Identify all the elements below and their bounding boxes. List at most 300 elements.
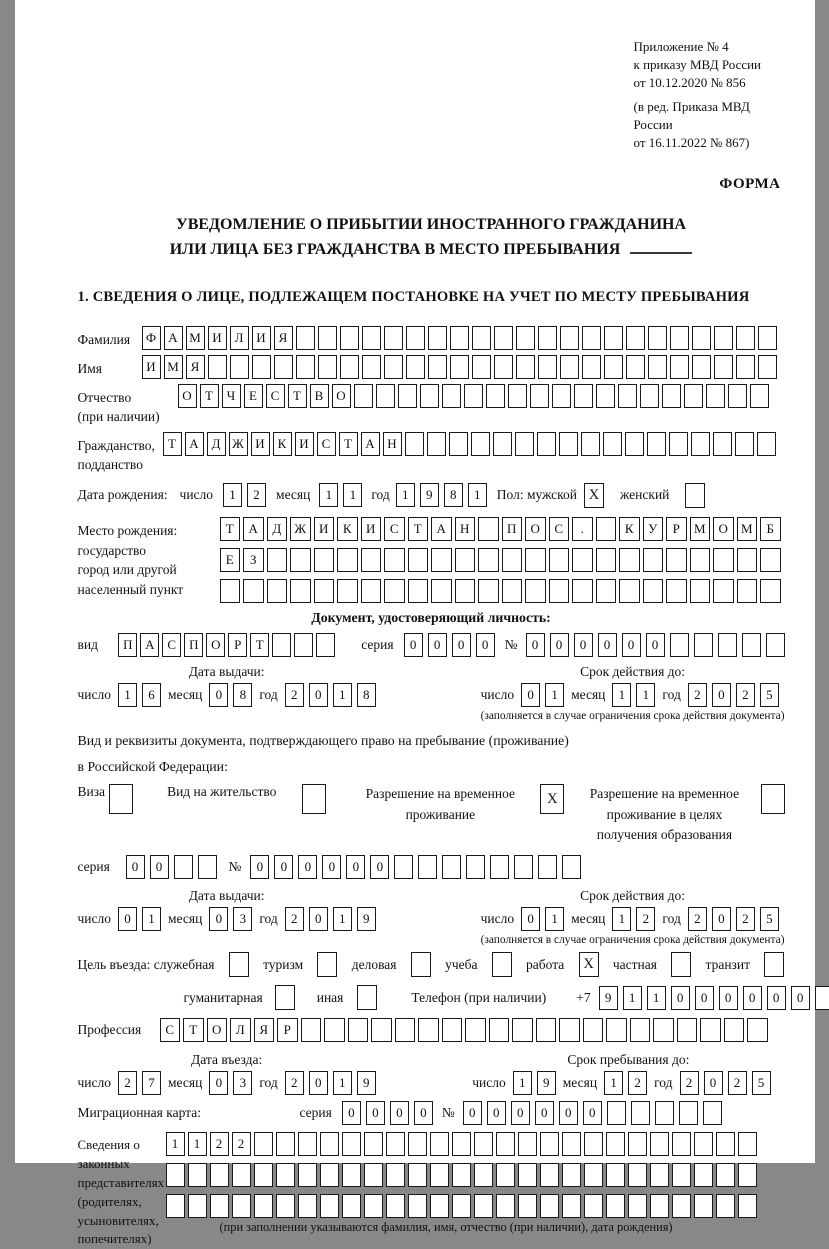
char-cell[interactable]: 2 [210,1132,229,1156]
char-cell[interactable]: 1 [118,683,137,707]
char-cell[interactable] [643,548,664,572]
char-cell[interactable] [603,432,622,456]
char-cell[interactable]: 1 [333,1071,352,1095]
char-cell[interactable]: 0 [209,1071,228,1095]
char-cell[interactable]: О [207,1018,228,1042]
char-cell[interactable]: 1 [166,1132,185,1156]
char-cell[interactable]: 0 [511,1101,530,1125]
char-cell[interactable] [455,548,476,572]
char-cell[interactable]: 1 [636,683,655,707]
char-cell[interactable]: 2 [736,683,755,707]
char-cell[interactable] [582,355,601,379]
char-cell[interactable] [220,579,241,603]
char-cell[interactable]: 0 [622,633,641,657]
char-cell[interactable] [364,1132,383,1156]
char-cell[interactable] [607,1101,626,1125]
char-cell[interactable]: Р [666,517,687,541]
char-cell[interactable] [714,355,733,379]
char-cell[interactable]: 0 [791,986,810,1010]
char-cell[interactable]: О [206,633,225,657]
char-cell[interactable]: 1 [333,683,352,707]
char-cell[interactable]: 0 [704,1071,723,1095]
char-cell[interactable] [324,1018,345,1042]
char-cell[interactable]: 0 [535,1101,554,1125]
char-cell[interactable]: Л [230,1018,251,1042]
char-cell[interactable]: 8 [233,683,252,707]
char-cell[interactable] [672,1132,691,1156]
char-cell[interactable] [320,1194,339,1218]
char-cell[interactable]: М [737,517,758,541]
char-cell[interactable]: 0 [526,633,545,657]
char-cell[interactable]: М [164,355,183,379]
char-cell[interactable] [640,384,659,408]
char-cell[interactable] [508,384,527,408]
char-cell[interactable]: 2 [688,907,707,931]
char-cell[interactable] [648,355,667,379]
char-cell[interactable] [653,1018,674,1042]
char-cell[interactable]: А [431,517,452,541]
char-cell[interactable] [562,1163,581,1187]
char-cell[interactable] [606,1018,627,1042]
char-cell[interactable]: О [525,517,546,541]
char-cell[interactable] [394,855,413,879]
char-cell[interactable] [628,1194,647,1218]
char-cell[interactable]: 0 [366,1101,385,1125]
char-cell[interactable] [742,633,761,657]
char-cell[interactable] [562,1132,581,1156]
char-cell[interactable] [298,1194,317,1218]
char-cell[interactable]: 8 [444,483,463,507]
char-cell[interactable]: 1 [545,907,564,931]
char-cell[interactable]: 0 [719,986,738,1010]
char-cell[interactable] [562,1194,581,1218]
char-cell[interactable]: 1 [188,1132,207,1156]
char-cell[interactable] [418,1018,439,1042]
char-cell[interactable] [386,1132,405,1156]
char-cell[interactable] [560,326,579,350]
char-cell[interactable]: 0 [583,1101,602,1125]
char-cell[interactable] [362,326,381,350]
char-cell[interactable] [420,384,439,408]
char-cell[interactable] [552,384,571,408]
char-cell[interactable] [540,1163,559,1187]
char-cell[interactable] [340,326,359,350]
char-cell[interactable]: У [643,517,664,541]
visa-checkbox[interactable] [109,784,133,814]
char-cell[interactable] [757,432,776,456]
char-cell[interactable] [455,579,476,603]
char-cell[interactable] [348,1018,369,1042]
char-cell[interactable] [525,579,546,603]
char-cell[interactable] [486,384,505,408]
char-cell[interactable]: В [310,384,329,408]
char-cell[interactable] [694,1132,713,1156]
char-cell[interactable] [371,1018,392,1042]
char-cell[interactable]: 9 [420,483,439,507]
char-cell[interactable] [714,326,733,350]
char-cell[interactable]: 5 [760,907,779,931]
char-cell[interactable] [706,384,725,408]
char-cell[interactable]: 0 [521,683,540,707]
char-cell[interactable] [728,384,747,408]
char-cell[interactable]: Е [244,384,263,408]
char-cell[interactable] [418,855,437,879]
char-cell[interactable] [408,1194,427,1218]
char-cell[interactable] [584,1194,603,1218]
char-cell[interactable]: 1 [223,483,242,507]
char-cell[interactable]: 2 [247,483,266,507]
char-cell[interactable]: 0 [476,633,495,657]
char-cell[interactable] [536,1018,557,1042]
char-cell[interactable] [758,355,777,379]
char-cell[interactable] [376,384,395,408]
char-cell[interactable] [716,1194,735,1218]
char-cell[interactable] [430,1194,449,1218]
char-cell[interactable] [478,517,499,541]
char-cell[interactable] [666,548,687,572]
char-cell[interactable] [452,1194,471,1218]
char-cell[interactable] [549,579,570,603]
char-cell[interactable] [596,579,617,603]
char-cell[interactable] [584,1132,603,1156]
char-cell[interactable] [474,1132,493,1156]
char-cell[interactable] [254,1194,273,1218]
char-cell[interactable] [354,384,373,408]
char-cell[interactable] [713,548,734,572]
char-cell[interactable]: 5 [752,1071,771,1095]
char-cell[interactable] [625,432,644,456]
char-cell[interactable] [406,355,425,379]
char-cell[interactable] [758,326,777,350]
char-cell[interactable] [703,1101,722,1125]
char-cell[interactable]: 0 [322,855,341,879]
char-cell[interactable]: 0 [118,907,137,931]
char-cell[interactable] [606,1163,625,1187]
char-cell[interactable] [738,1132,757,1156]
char-cell[interactable] [516,326,535,350]
char-cell[interactable] [538,326,557,350]
char-cell[interactable] [252,355,271,379]
char-cell[interactable]: Ж [229,432,248,456]
char-cell[interactable] [408,548,429,572]
char-cell[interactable]: 0 [126,855,145,879]
char-cell[interactable] [364,1194,383,1218]
char-cell[interactable] [760,579,781,603]
char-cell[interactable] [672,1194,691,1218]
purpose-study-checkbox[interactable] [492,952,512,977]
char-cell[interactable] [405,432,424,456]
char-cell[interactable] [647,432,666,456]
char-cell[interactable]: 0 [390,1101,409,1125]
char-cell[interactable] [738,1163,757,1187]
char-cell[interactable] [208,355,227,379]
char-cell[interactable] [267,579,288,603]
char-cell[interactable] [679,1101,698,1125]
char-cell[interactable]: 0 [521,907,540,931]
char-cell[interactable]: 9 [357,907,376,931]
char-cell[interactable]: 0 [671,986,690,1010]
char-cell[interactable] [398,384,417,408]
char-cell[interactable]: А [164,326,183,350]
char-cell[interactable] [512,1018,533,1042]
char-cell[interactable] [316,633,335,657]
char-cell[interactable] [690,548,711,572]
char-cell[interactable]: Т [408,517,429,541]
char-cell[interactable]: И [295,432,314,456]
char-cell[interactable] [472,326,491,350]
char-cell[interactable] [606,1194,625,1218]
char-cell[interactable] [582,326,601,350]
char-cell[interactable] [626,326,645,350]
char-cell[interactable] [386,1194,405,1218]
char-cell[interactable]: 9 [537,1071,556,1095]
char-cell[interactable] [408,579,429,603]
char-cell[interactable] [692,326,711,350]
char-cell[interactable]: К [337,517,358,541]
char-cell[interactable] [296,326,315,350]
char-cell[interactable] [496,1194,515,1218]
char-cell[interactable] [650,1194,669,1218]
char-cell[interactable] [490,855,509,879]
char-cell[interactable] [427,432,446,456]
char-cell[interactable]: Т [288,384,307,408]
char-cell[interactable] [314,548,335,572]
char-cell[interactable] [361,548,382,572]
char-cell[interactable] [364,1163,383,1187]
char-cell[interactable] [525,548,546,572]
char-cell[interactable]: 2 [628,1071,647,1095]
char-cell[interactable] [713,432,732,456]
char-cell[interactable] [318,355,337,379]
char-cell[interactable] [298,1163,317,1187]
char-cell[interactable]: 0 [298,855,317,879]
char-cell[interactable] [276,1132,295,1156]
char-cell[interactable]: 0 [274,855,293,879]
char-cell[interactable]: К [619,517,640,541]
char-cell[interactable] [737,548,758,572]
char-cell[interactable]: 2 [736,907,755,931]
char-cell[interactable]: 2 [285,907,304,931]
char-cell[interactable] [384,579,405,603]
char-cell[interactable]: 0 [574,633,593,657]
char-cell[interactable] [560,355,579,379]
char-cell[interactable] [395,1018,416,1042]
temp-permit-checkbox[interactable]: X [540,784,564,814]
char-cell[interactable] [232,1194,251,1218]
char-cell[interactable] [166,1194,185,1218]
char-cell[interactable]: 0 [309,1071,328,1095]
char-cell[interactable]: 1 [604,1071,623,1095]
char-cell[interactable]: 2 [285,683,304,707]
char-cell[interactable] [650,1132,669,1156]
temp-permit-edu-checkbox[interactable] [761,784,785,814]
char-cell[interactable] [559,432,578,456]
char-cell[interactable] [230,355,249,379]
char-cell[interactable] [384,326,403,350]
char-cell[interactable]: Я [274,326,293,350]
char-cell[interactable] [210,1163,229,1187]
char-cell[interactable] [516,355,535,379]
char-cell[interactable]: Т [183,1018,204,1042]
char-cell[interactable]: 0 [452,633,471,657]
char-cell[interactable] [502,579,523,603]
char-cell[interactable] [290,579,311,603]
char-cell[interactable] [515,432,534,456]
char-cell[interactable] [631,1101,650,1125]
char-cell[interactable]: П [118,633,137,657]
char-cell[interactable]: 0 [342,1101,361,1125]
char-cell[interactable] [677,1018,698,1042]
char-cell[interactable] [301,1018,322,1042]
char-cell[interactable] [494,355,513,379]
char-cell[interactable] [188,1194,207,1218]
char-cell[interactable] [342,1194,361,1218]
char-cell[interactable] [406,326,425,350]
char-cell[interactable]: 2 [285,1071,304,1095]
char-cell[interactable]: Д [267,517,288,541]
char-cell[interactable] [478,579,499,603]
char-cell[interactable] [666,579,687,603]
char-cell[interactable]: 0 [550,633,569,657]
char-cell[interactable]: Т [163,432,182,456]
char-cell[interactable] [648,326,667,350]
char-cell[interactable]: Н [383,432,402,456]
char-cell[interactable] [276,1163,295,1187]
char-cell[interactable] [572,579,593,603]
char-cell[interactable] [692,355,711,379]
char-cell[interactable]: 1 [319,483,338,507]
purpose-business-checkbox[interactable] [411,952,431,977]
char-cell[interactable] [584,1163,603,1187]
char-cell[interactable] [540,1194,559,1218]
char-cell[interactable]: 1 [396,483,415,507]
char-cell[interactable] [198,855,217,879]
char-cell[interactable]: И [314,517,335,541]
char-cell[interactable]: Д [207,432,226,456]
char-cell[interactable] [518,1163,537,1187]
char-cell[interactable] [815,986,829,1010]
char-cell[interactable] [670,355,689,379]
char-cell[interactable] [314,579,335,603]
char-cell[interactable] [604,326,623,350]
char-cell[interactable]: З [243,548,264,572]
char-cell[interactable] [518,1194,537,1218]
char-cell[interactable] [294,633,313,657]
char-cell[interactable]: 1 [647,986,666,1010]
purpose-official-checkbox[interactable] [229,952,249,977]
char-cell[interactable] [736,355,755,379]
char-cell[interactable]: 2 [728,1071,747,1095]
char-cell[interactable]: 0 [370,855,389,879]
char-cell[interactable]: 1 [468,483,487,507]
char-cell[interactable] [296,355,315,379]
char-cell[interactable]: Ч [222,384,241,408]
char-cell[interactable] [750,384,769,408]
char-cell[interactable]: 9 [599,986,618,1010]
char-cell[interactable] [700,1018,721,1042]
char-cell[interactable]: А [140,633,159,657]
sex-female-checkbox[interactable] [685,483,705,508]
char-cell[interactable] [496,1132,515,1156]
char-cell[interactable] [442,1018,463,1042]
char-cell[interactable] [643,579,664,603]
char-cell[interactable]: 2 [680,1071,699,1095]
char-cell[interactable]: 3 [233,1071,252,1095]
char-cell[interactable] [408,1163,427,1187]
char-cell[interactable]: 0 [767,986,786,1010]
char-cell[interactable]: Т [250,633,269,657]
char-cell[interactable]: Т [339,432,358,456]
char-cell[interactable] [276,1194,295,1218]
char-cell[interactable]: С [162,633,181,657]
char-cell[interactable]: С [384,517,405,541]
char-cell[interactable]: С [549,517,570,541]
char-cell[interactable] [494,326,513,350]
char-cell[interactable]: 1 [623,986,642,1010]
char-cell[interactable] [430,1163,449,1187]
char-cell[interactable]: Л [230,326,249,350]
purpose-transit-checkbox[interactable] [764,952,784,977]
char-cell[interactable] [530,384,549,408]
char-cell[interactable]: Т [220,517,241,541]
char-cell[interactable]: М [186,326,205,350]
char-cell[interactable]: 1 [612,907,631,931]
char-cell[interactable]: С [317,432,336,456]
char-cell[interactable] [408,1132,427,1156]
char-cell[interactable]: 1 [545,683,564,707]
char-cell[interactable]: Б [760,517,781,541]
sex-male-checkbox[interactable]: X [584,483,604,508]
char-cell[interactable] [430,1132,449,1156]
char-cell[interactable] [442,384,461,408]
char-cell[interactable] [431,579,452,603]
char-cell[interactable]: 0 [559,1101,578,1125]
char-cell[interactable]: 0 [463,1101,482,1125]
char-cell[interactable]: 2 [636,907,655,931]
char-cell[interactable]: Е [220,548,241,572]
char-cell[interactable] [384,355,403,379]
char-cell[interactable]: Я [186,355,205,379]
char-cell[interactable] [537,432,556,456]
char-cell[interactable]: 0 [712,907,731,931]
char-cell[interactable] [243,579,264,603]
char-cell[interactable] [232,1163,251,1187]
char-cell[interactable] [254,1132,273,1156]
char-cell[interactable] [596,517,617,541]
char-cell[interactable]: 1 [343,483,362,507]
char-cell[interactable] [619,548,640,572]
char-cell[interactable] [449,432,468,456]
char-cell[interactable]: А [243,517,264,541]
char-cell[interactable] [362,355,381,379]
residence-permit-checkbox[interactable] [302,784,326,814]
char-cell[interactable] [174,855,193,879]
char-cell[interactable]: О [332,384,351,408]
char-cell[interactable]: 8 [357,683,376,707]
char-cell[interactable] [298,1132,317,1156]
char-cell[interactable] [450,355,469,379]
char-cell[interactable] [340,355,359,379]
char-cell[interactable]: И [251,432,270,456]
char-cell[interactable]: 0 [598,633,617,657]
char-cell[interactable]: М [690,517,711,541]
char-cell[interactable] [361,579,382,603]
char-cell[interactable] [619,579,640,603]
char-cell[interactable] [489,1018,510,1042]
char-cell[interactable] [254,1163,273,1187]
char-cell[interactable]: 2 [232,1132,251,1156]
char-cell[interactable]: И [208,326,227,350]
